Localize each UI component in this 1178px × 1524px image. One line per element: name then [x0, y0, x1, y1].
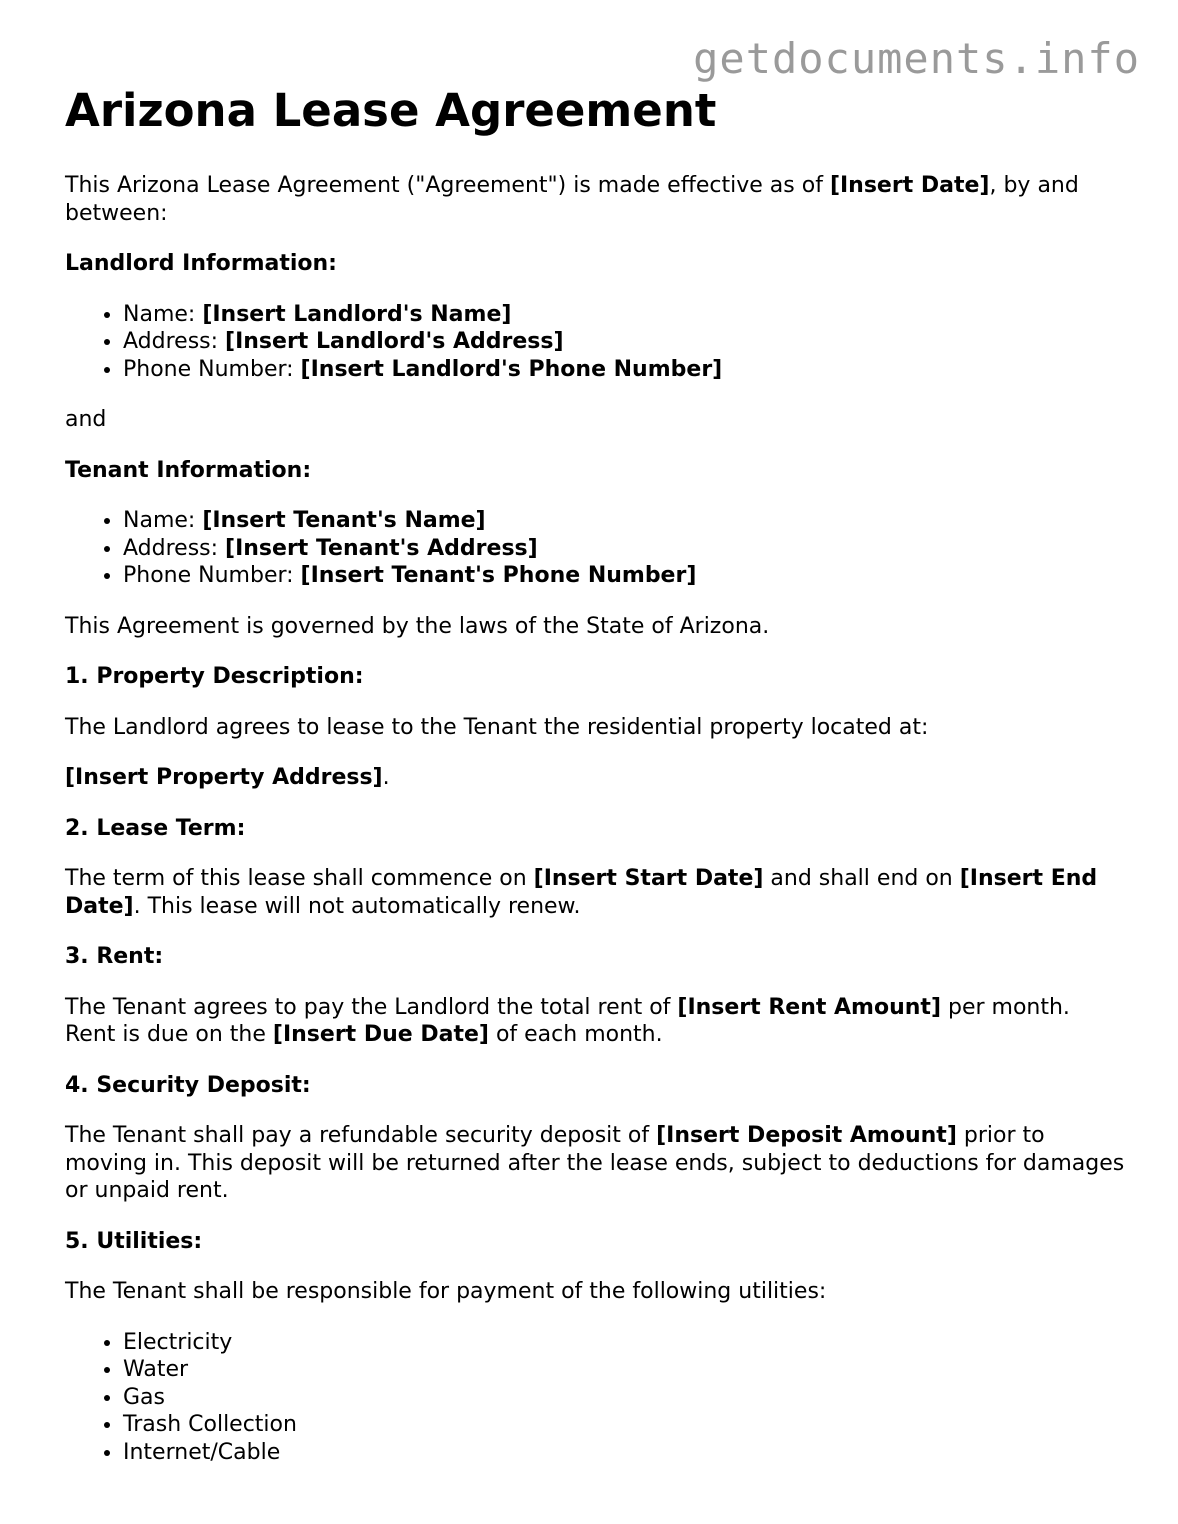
utility-item: • Electricity	[123, 1329, 1125, 1357]
landlord-phone-item	[123, 356, 1125, 384]
governing-law-text: This Agreement is governed by the laws of the State of Arizona.	[65, 613, 770, 639]
due-date-placeholder: [Insert Due Date]	[272, 1022, 489, 1047]
and-text: and	[65, 407, 107, 432]
tenant-phone-value: [Insert Tenant's Phone Number]	[300, 563, 697, 588]
section-3-heading: 3. Rent:	[65, 944, 164, 969]
section-2-heading: 2. Lease Term:	[65, 815, 246, 841]
intro-paragraph	[65, 172, 1125, 227]
tenant-list	[65, 507, 1125, 590]
section-4-heading: 4. Security Deposit:	[65, 1072, 311, 1098]
rent-amount-placeholder: [Insert Rent Amount]	[677, 994, 941, 1020]
deposit-text-1: The Tenant shall pay a refundable security deposit of	[65, 1123, 657, 1148]
document-title: Arizona Lease Agreement	[65, 84, 717, 137]
lease-term-text-2: and shall end on	[763, 866, 960, 891]
section-5-text: The Tenant shall be responsible for payment of the following utilities:	[65, 1279, 827, 1304]
section-3-text	[65, 994, 1125, 1049]
section-1-heading: 1. Property Description:	[65, 664, 364, 689]
rent-text-2: per month. Rent is due on the	[65, 994, 1070, 1047]
deposit-text-2: prior to moving in. This deposit will be returned after the lease ends, subject to deductions for damages or unpaid rent.	[65, 1123, 1125, 1203]
landlord-name-label: Name:	[123, 301, 203, 327]
utility-item: • Trash Collection	[123, 1411, 1125, 1439]
effective-date-placeholder: [Insert Date]	[829, 173, 990, 198]
property-address-placeholder: [Insert Property Address]	[65, 765, 383, 790]
rent-text-1: The Tenant agrees to pay the Landlord the total rent of	[65, 994, 678, 1020]
intro-text-before: This Arizona Lease Agreement ("Agreement") is made effective as of	[65, 173, 830, 198]
section-2-text	[65, 865, 1125, 920]
intro-text-after: , by and between:	[65, 173, 1079, 226]
rent-text-3: of each month.	[488, 1022, 663, 1047]
landlord-address-label: Address:	[123, 329, 226, 354]
tenant-phone-item	[123, 562, 1125, 590]
lease-term-text-3: . This lease will not automatically renew.	[133, 893, 581, 919]
tenant-phone-label: Phone Number:	[123, 563, 301, 588]
utility-item: • Gas	[123, 1384, 1125, 1412]
end-date-placeholder: [Insert End Date]	[65, 866, 1098, 919]
tenant-name-value: [Insert Tenant's Name]	[202, 508, 486, 533]
utility-item: • Water	[123, 1356, 1125, 1384]
property-address-line	[65, 764, 1125, 792]
tenant-heading: Tenant Information:	[65, 457, 312, 483]
tenant-name-item	[123, 507, 1125, 535]
document-page	[65, 84, 1125, 1489]
lease-term-text-1: The term of this lease shall commence on	[65, 866, 534, 891]
tenant-address-label: Address:	[123, 535, 226, 561]
tenant-name-label: Name:	[123, 508, 203, 533]
property-address-suffix: .	[382, 765, 390, 790]
landlord-heading: Landlord Information:	[65, 251, 337, 276]
section-1-text: The Landlord agrees to lease to the Tenant the residential property located at:	[65, 714, 929, 740]
start-date-placeholder: [Insert Start Date]	[533, 866, 764, 891]
landlord-list	[65, 301, 1125, 384]
section-5-heading: 5. Utilities:	[65, 1228, 203, 1254]
section-4-text	[65, 1122, 1125, 1205]
landlord-name-item	[123, 301, 1125, 329]
tenant-address-item	[123, 535, 1125, 563]
utilities-list	[65, 1329, 1125, 1467]
tenant-address-value: [Insert Tenant's Address]	[225, 535, 538, 561]
deposit-amount-placeholder: [Insert Deposit Amount]	[656, 1123, 957, 1148]
landlord-name-value: [Insert Landlord's Name]	[202, 301, 512, 327]
landlord-address-item	[123, 328, 1125, 356]
watermark: getdocuments.info	[693, 34, 1140, 83]
landlord-address-value: [Insert Landlord's Address]	[225, 329, 564, 354]
utility-item: • Internet/Cable	[123, 1439, 1125, 1467]
landlord-phone-label: Phone Number:	[123, 356, 301, 382]
landlord-phone-value: [Insert Landlord's Phone Number]	[300, 356, 723, 382]
